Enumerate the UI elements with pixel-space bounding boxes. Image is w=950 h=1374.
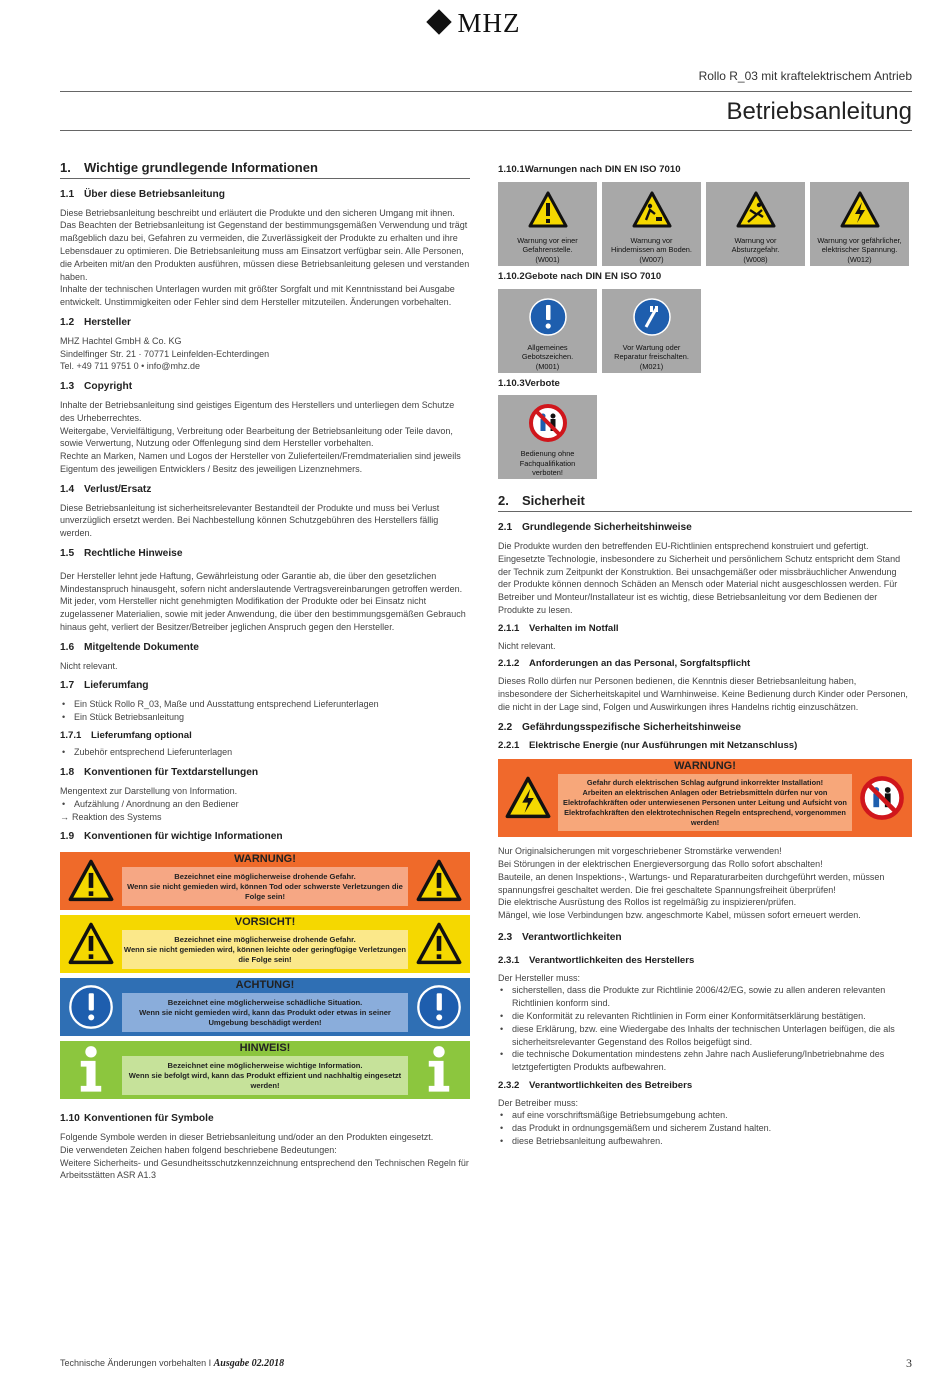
warning-triangle-icon	[408, 915, 470, 973]
signal-word-panel	[60, 978, 470, 1036]
right-column	[498, 164, 912, 1148]
subsubsection-heading: 1.10.1Warnungen nach DIN EN ISO 7010	[498, 164, 681, 175]
signal-word: VORSICHT!	[234, 916, 296, 929]
system-reaction-line: → Reaktion des Systems	[60, 811, 162, 822]
exclamation-circle-icon	[408, 978, 470, 1036]
subsubsection-heading: 2.3.1 Verantwortlichkeiten des Herstellers	[498, 954, 695, 966]
list-item: • sicherstellen, dass die Produkte zur Richtlinie 2006/42/EG, sowie zu allen anderen relevanten Richtlinien konform sind.	[498, 984, 912, 1010]
subsection-heading: 2.3 Verantwortlichkeiten	[498, 931, 622, 943]
signal-word: ACHTUNG!	[235, 979, 295, 992]
diamond-logo-icon	[426, 9, 451, 34]
paragraph: Mengentext zur Darstellung von Information.	[60, 786, 238, 797]
logo-text: MHZ	[457, 8, 521, 38]
disconnect-power-icon	[632, 297, 672, 337]
list-item: • diese Erklärung, bzw. eine Wiedergabe des Inhalts der technischen Unterlagen beifügen, die als sicherheitsrelevanter Gegenstand des Rollos beigefügt sind.	[498, 1023, 912, 1049]
paragraph: Bei Störungen in der elektrischen Energieversorgung das Rollo sofort abschalten!	[498, 858, 823, 869]
paragraph: Die Produkte wurden den betreffenden EU-Richtlinien entsprechend konstruiert und gefertigt. Eingesetzte Technologie, insbesondere zu Sicherheit und persönlichem Schutz entspricht dem Stand der Technik zum Zeitpunkt der Konstruktion. Bei unsachgemäßer oder missbräuchlicher Anwendung der Produkte können dennoch Schäden an Mensch oder Material nicht ausgeschlossen werden. Für Betreiber und Monteur/Installateur ist es wichtig, diese Betriebsanleitung vor dem Bedienen der Produkte zu lesen.	[498, 540, 901, 615]
paragraph: Der Betreiber muss:	[498, 1097, 579, 1108]
subsection-heading: 1.9 Konventionen für wichtige Informationen	[60, 831, 283, 843]
list-item: • Ein Stück Betriebsanleitung	[60, 711, 470, 724]
paragraph: Rechte an Marken, Namen und Logos der Hersteller von Zulieferteilen/Fremdmaterialien sind jeweils Eigentum des jeweiligen Entwicklers / Besitz des jeweiligen Lizenznehmers.	[60, 451, 461, 474]
warning-sign-tile: Warnung vor gefährlicher, elektrischer Spannung. (W012)	[810, 182, 909, 266]
subsection-heading: 1.5 Rechtliche Hinweise	[60, 547, 183, 559]
paragraph: Inhalte der technischen Unterlagen wurden mit größter Sorgfalt und mit Kenntnisstand bei Ausgabe entwickelt. Unstimmigkeiten oder Fehler sind dem Hersteller mitzuteilen. Änderungen vorbehalten.	[60, 284, 455, 308]
subsubsection-heading: 2.2.1 Elektrische Energie (nur Ausführungen mit Netzanschluss)	[498, 740, 798, 752]
paragraph: Nicht relevant.	[60, 660, 118, 671]
section-heading: 1. Wichtige grundlegende Informationen	[60, 162, 470, 179]
paragraph: Diese Betriebsanleitung ist sicherheitsrelevanter Bestandteil der Produkte und muss bei Verlust unverzüglich ersetzt werden. Bei Nachbestellung können Schutzgebühren des Herstellers fällig werden.	[60, 502, 440, 539]
fall-warning-icon	[736, 190, 776, 230]
signal-description: Bezeichnet eine möglicherweise drohende Gefahr. Wenn sie nicht gemieden wird, können leichte oder geringfügige Verletzungen die Folge sein!	[122, 930, 408, 969]
bullet-list	[60, 798, 470, 811]
list-item: • Zubehör entsprechend Lieferunterlagen	[60, 746, 470, 759]
signal-word-panels	[60, 852, 470, 1099]
info-icon	[60, 1041, 122, 1099]
warning-sign-tile: Warnung vor einer Gefahrenstelle. (W001)	[498, 182, 597, 266]
signal-description: Bezeichnet eine möglicherweise drohende Gefahr. Wenn sie nicht gemieden wird, können Tod oder schwerste Verletzungen die Folge sein!	[122, 867, 408, 906]
prohibition-sign-tile: Bedienung ohne Fachqualifikation verboten!	[498, 395, 597, 479]
subsubsection-heading: 2.1.1 Verhalten im Notfall	[498, 622, 619, 634]
mandatory-sign-tile: Allgemeines Gebotszeichen. (M001)	[498, 289, 597, 373]
arrow-right-icon: →	[60, 811, 69, 822]
signal-description: Bezeichnet eine möglicherweise schädliche Situation. Wenn sie nicht gemieden wird, kann das Produkt oder etwas in seiner Umgebung beschädigt werden!	[122, 993, 408, 1032]
bullet-list	[498, 984, 912, 1074]
general-warning-icon	[528, 190, 568, 230]
voltage-warning-icon	[840, 190, 880, 230]
subsection-heading: 1.1 Über diese Betriebsanleitung	[60, 188, 225, 200]
warning-signal-word: WARNUNG!	[674, 760, 736, 773]
subsection-heading: 2.1 Grundlegende Sicherheitshinweise	[498, 522, 692, 534]
subsection-heading: 1.7 Lieferumfang	[60, 680, 149, 692]
list-item: • auf eine vorschriftsmäßige Betriebsumgebung achten.	[498, 1109, 912, 1122]
paragraph: Nicht relevant.	[498, 640, 556, 651]
signal-word: WARNUNG!	[234, 853, 296, 866]
header-divider	[60, 91, 912, 92]
list-item: • die technische Dokumentation mindestens zehn Jahre nach Auslieferung/Inbetriebnahme des letztgefertigten Produkts aufbewahren.	[498, 1048, 912, 1074]
bullet-list	[498, 1109, 912, 1147]
no-unqualified-operation-icon	[859, 775, 905, 821]
paragraph: Folgende Symbole werden in dieser Betriebsanleitung und/oder an den Produkten eingesetzt.	[60, 1132, 434, 1143]
subsubsection-heading: 2.1.2 Anforderungen an das Personal, Sorgfaltspflicht	[498, 658, 751, 670]
paragraph: Mit jeder, vom Hersteller nicht genehmigten Modifikation der Produkte oder bei Einsatz nicht zugelassener Materialien, sowie mit jeder Anwendung, die über den bestimmungsgemäßen Gebrauch hinaus geht, verliert der Besitzer/Betreiber jeglichen Anspruch gegen den Hersteller.	[60, 596, 466, 632]
manufacturer-address: Sindelfinger Str. 21 · 70771 Leinfelden-Echterdingen	[60, 348, 270, 359]
subsection-heading: 1.3 Copyright	[60, 381, 133, 393]
subsection-heading: 2.2 Gefährdungsspezifische Sicherheitshinweise	[498, 721, 742, 733]
exclamation-circle-icon	[60, 978, 122, 1036]
subsubsection-heading: 1.10.2Gebote nach DIN EN ISO 7010	[498, 270, 662, 282]
warning-sign-tile: Warnung vor Hindernissen am Boden. (W007)	[602, 182, 701, 266]
list-item: • Ein Stück Rollo R_03, Maße und Ausstattung entsprechend Lieferunterlagen	[60, 698, 470, 711]
obstacle-warning-icon	[632, 190, 672, 230]
subsubsection-heading: 1.10.3Verbote	[498, 377, 560, 389]
document-subtitle: Rollo R_03 mit kraftelektrischem Antrieb	[698, 69, 912, 83]
signal-word-panel	[60, 1041, 470, 1099]
page-number: 3	[906, 1356, 912, 1370]
signal-word: HINWEIS!	[239, 1042, 291, 1055]
list-item: • das Produkt in ordnungsgemäßem und sicherem Zustand halten.	[498, 1122, 912, 1135]
paragraph: Mängel, wie lose Verbindungen bzw. angeschmorte Kabel, müssen sofort erneuert werden.	[498, 910, 861, 921]
manufacturer-contact: Tel. +49 711 9751 0 • info@mhz.de	[60, 361, 200, 372]
paragraph: Die elektrische Ausrüstung des Rollos ist regelmäßig zu inspizieren/prüfen.	[498, 897, 797, 908]
signal-word-panel	[60, 915, 470, 973]
bullet-list	[60, 698, 470, 724]
list-item: • Aufzählung / Anordnung an den Bediener	[60, 798, 470, 811]
list-item: • diese Betriebsanleitung aufbewahren.	[498, 1135, 912, 1148]
document-title: Betriebsanleitung	[726, 98, 912, 125]
mandatory-sign-grid	[498, 289, 912, 373]
subsection-heading: 1.4 Verlust/Ersatz	[60, 483, 152, 495]
list-item: • die Konformität zu relevanten Richtlinien in Form einer Konformitätserklärung bestätigen.	[498, 1010, 912, 1023]
paragraph: Die verwendeten Zeichen haben folgend beschriebene Bedeutungen:	[60, 1144, 337, 1155]
electric-shock-warning-panel	[498, 759, 912, 837]
warning-message: Gefahr durch elektrischen Schlag aufgrund inkorrekter Installation! Arbeiten an elektrischen Anlagen oder Betriebsmitteln dürfen nur von Elektrofachkräften oder unterwiesenen Personen unter Leitung und Aufsicht von Elektrofachkräften den elektrotechnischen Regeln entsprechend, vorgenommen werden!	[558, 774, 852, 831]
subsection-heading: 1.6 Mitgeltende Dokumente	[60, 641, 199, 653]
header-divider	[60, 130, 912, 131]
voltage-warning-icon	[505, 775, 551, 821]
subsection-heading: 1.10 Konventionen für Symbole	[60, 1113, 214, 1125]
info-icon	[408, 1041, 470, 1099]
mandatory-sign-tile: Vor Wartung oder Reparatur freischalten. (M021)	[602, 289, 701, 373]
warning-sign-tile: Warnung vor Absturzgefahr. (W008)	[706, 182, 805, 266]
section-heading: 2. Sicherheit	[498, 495, 912, 512]
paragraph: Weitergabe, Vervielfältigung, Verbreitung oder Bearbeitung der Betriebsanleitung oder Teile davon, sowie Verwertung, Nutzung oder Offenlegung sind dem Hersteller vorbehalten.	[60, 425, 453, 449]
manufacturer-name: MHZ Hachtel GmbH & Co. KG	[60, 335, 182, 346]
paragraph: Inhalte der Betriebsanleitung sind geistiges Eigentum des Herstellers und unterliegen dem Schutze des Urheberrechtes.	[60, 399, 455, 423]
paragraph: Der Hersteller muss:	[498, 972, 581, 983]
subsection-heading: 1.2 Hersteller	[60, 316, 132, 328]
warning-triangle-icon	[60, 852, 122, 910]
subsection-heading: 1.8 Konventionen für Textdarstellungen	[60, 767, 259, 779]
left-column	[60, 162, 470, 1182]
subsubsection-heading: 2.3.2 Verantwortlichkeiten des Betreibers	[498, 1079, 693, 1091]
warning-triangle-icon	[408, 852, 470, 910]
paragraph: Weitere Sicherheits- und Gesundheitsschutzkennzeichnung entsprechend den Technischen Regeln für Arbeitsstätten ASR A1.3	[60, 1157, 469, 1181]
mandatory-general-icon	[528, 297, 568, 337]
signal-description: Bezeichnet eine möglicherweise wichtige Information. Wenn sie befolgt wird, kann das Produkt effizient und nachhaltig eingesetzt werden!	[122, 1056, 408, 1095]
no-unqualified-operation-icon	[528, 403, 568, 443]
paragraph: Diese Betriebsanleitung beschreibt und erläutert die Produkte und den sicheren Umgang mit ihnen.	[60, 207, 455, 218]
paragraph: Dieses Rollo dürfen nur Personen bedienen, die Kenntnis dieser Betriebsanleitung haben, insbesondere der Sicherheitskapitel und Warnhinweise. Keine Bedienung durch Kinder oder Personen, die nicht in der Lage sind, Folgen und Auswirkungen ihres Handelns richtig einzuschätzen.	[498, 676, 908, 712]
warning-triangle-icon	[60, 915, 122, 973]
paragraph: Bauteile, an denen Inspektions-, Wartungs- und Reparaturarbeiten durchgeführt werden, müssen spannungsfrei geschaltet werden. Die frei geschaltete Spannungsfreiheit überprüfen!	[498, 871, 885, 895]
paragraph: Das Beachten der Betriebsanleitung ist Gegenstand der bestimmungsgemäßen Verwendung und trägt maßgeblich dazu bei, Gefahren zu vermeiden, die Zuverlässigkeit der Produkte zu erhalten und ihre Lebensdauer zu optimieren. Die Betriebsanleitung muss am Einsatzort verfügbar sein. Alle Personen, die Arbeiten mit/an den Produkten ausführen, müssen diese Betriebsanleitung gelesen und verstanden haben.	[60, 220, 470, 282]
paragraph: Der Hersteller lehnt jede Haftung, Gewährleistung oder Garantie ab, die über den gesetzlichen Mindestanspruch hinausgeht, sofern nicht anderslautende Vertragsvereinbarungen getroffen werden.	[60, 570, 463, 594]
prohibition-sign-grid	[498, 395, 912, 479]
warning-sign-grid	[498, 182, 912, 266]
edition-label: Ausgabe 02.2018	[213, 1358, 285, 1369]
subsubsection-heading: 1.7.1 Lieferumfang optional	[60, 729, 192, 741]
brand-logo	[0, 8, 950, 40]
signal-word-panel	[60, 852, 470, 910]
page-footer: Technische Änderungen vorbehalten I Ausgabe 02.2018	[60, 1358, 285, 1369]
bullet-list	[60, 746, 470, 759]
paragraph: Nur Originalsicherungen mit vorgeschriebener Stromstärke verwenden!	[498, 846, 782, 857]
